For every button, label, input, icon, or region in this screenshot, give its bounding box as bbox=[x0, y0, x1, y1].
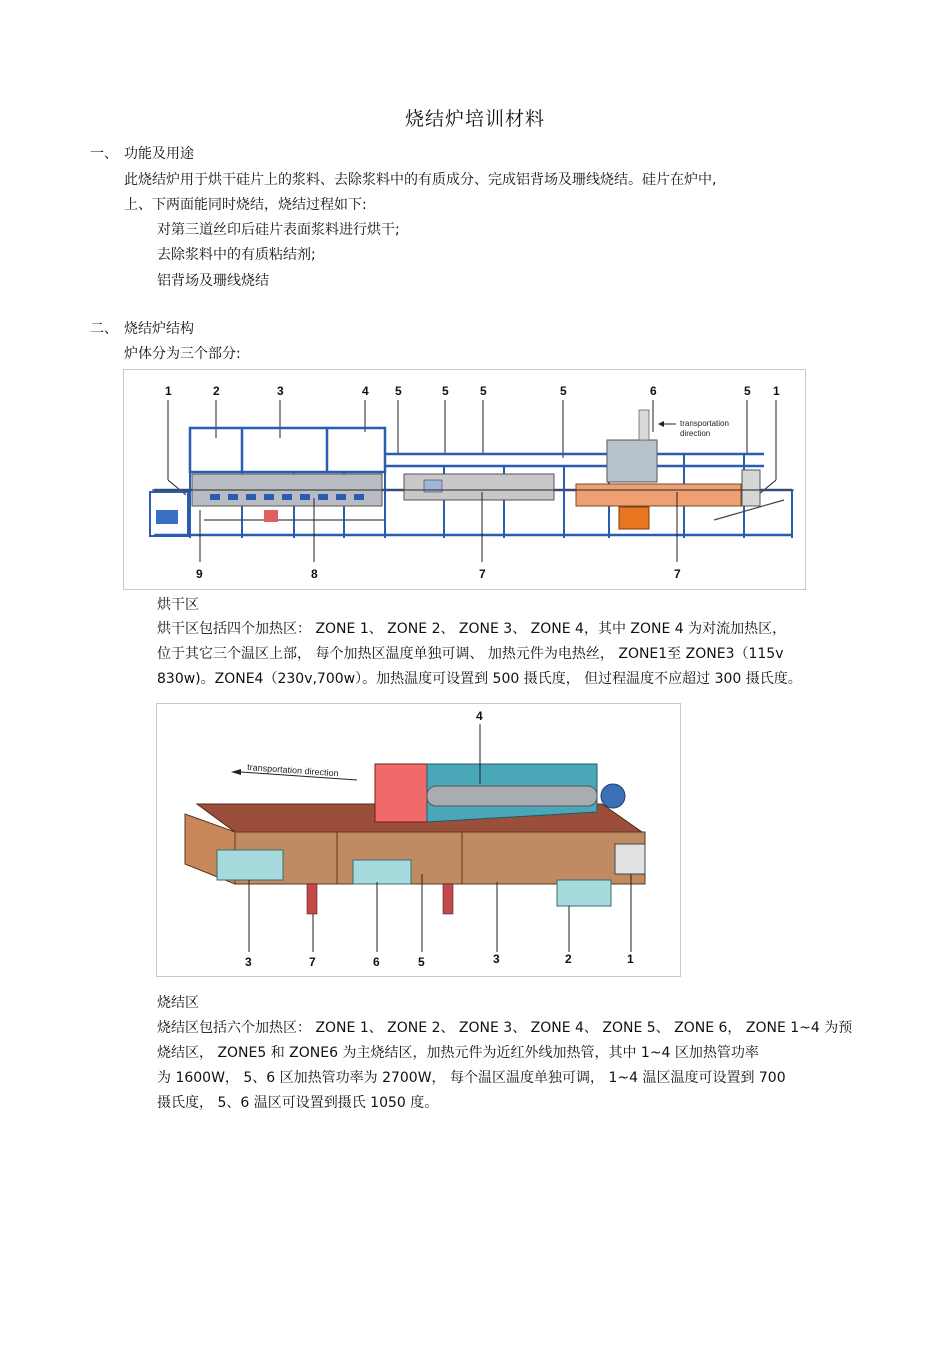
section-2-intro: 炉体分为三个部分: bbox=[124, 346, 241, 362]
callout-label: 5 bbox=[442, 384, 449, 398]
section-1-number: 一、 bbox=[90, 146, 118, 162]
process-step-3: 铝背场及珊线烧结 bbox=[157, 273, 269, 289]
page-title: 烧结炉培训材料 bbox=[404, 108, 545, 130]
transport-direction-label: transportation direction bbox=[246, 762, 339, 779]
process-step-2: 去除浆料中的有质粘结剂; bbox=[157, 247, 316, 263]
callout-label: 5 bbox=[395, 384, 402, 398]
sinter-paragraph-line-3: 为 1600W， 5、6 区加热管功率为 2700W， 每个温区温度单独可调， 1~4 温区温度可设置到 700 bbox=[157, 1070, 786, 1086]
callout-label: 5 bbox=[418, 955, 425, 969]
callout-label: 8 bbox=[311, 567, 318, 581]
callout-label: 1 bbox=[165, 384, 172, 398]
process-step-1: 对第三道丝印后硅片表面浆料进行烘干; bbox=[157, 222, 400, 238]
callout-label: 7 bbox=[674, 567, 681, 581]
callout-label: 3 bbox=[277, 384, 284, 398]
callout-label: 5 bbox=[560, 384, 567, 398]
section-2-number: 二、 bbox=[90, 321, 118, 337]
section-1-paragraph-line-2: 上、下两面能同时烧结，烧结过程如下: bbox=[124, 197, 367, 213]
dryer-zone-figure bbox=[156, 703, 681, 977]
callout-label: 5 bbox=[744, 384, 751, 398]
callout-label: 4 bbox=[362, 384, 369, 398]
callout-label: 7 bbox=[479, 567, 486, 581]
callout-label: 6 bbox=[373, 955, 380, 969]
callout-label: 7 bbox=[309, 955, 316, 969]
callout-label: 3 bbox=[493, 952, 500, 966]
callout-label: 3 bbox=[245, 955, 252, 969]
transport-direction-label: direction bbox=[680, 429, 711, 438]
callout-label: 4 bbox=[476, 709, 483, 723]
dryer-heading: 烘干区 bbox=[157, 597, 199, 613]
callout-label: 2 bbox=[565, 952, 572, 966]
callout-label: 6 bbox=[650, 384, 657, 398]
sinter-paragraph-line-2: 烧结区， ZONE5 和 ZONE6 为主烧结区，加热元件为近红外线加热管，其中 1~4 区加热管功率 bbox=[157, 1045, 759, 1061]
sinter-paragraph-line-1: 烧结区包括六个加热区： ZONE 1、 ZONE 2、 ZONE 3、 ZONE 4、 ZONE 5、 ZONE 6， ZONE 1~4 为预 bbox=[157, 1020, 853, 1036]
callout-label: 5 bbox=[480, 384, 487, 398]
dryer-paragraph-line-3: 830w)。ZONE4（230v,700w）。加热温度可设置到 500 摄氏度， 但过程温度不应超过 300 摄氏度。 bbox=[157, 671, 802, 687]
callout-label: 1 bbox=[627, 952, 634, 966]
furnace-overview-figure bbox=[123, 369, 806, 590]
dryer-paragraph-line-2: 位于其它三个温区上部， 每个加热区温度单独可调、 加热元件为电热丝， ZONE1至 ZONE3（115v bbox=[157, 646, 784, 662]
callout-label: 2 bbox=[213, 384, 220, 398]
dryer-paragraph-line-1: 烘干区包括四个加热区： ZONE 1、 ZONE 2、 ZONE 3、 ZONE 4，其中 ZONE 4 为对流加热区， bbox=[157, 621, 787, 637]
callout-label: 9 bbox=[196, 567, 203, 581]
section-2-heading: 烧结炉结构 bbox=[124, 321, 194, 337]
sinter-heading: 烧结区 bbox=[157, 995, 199, 1011]
sinter-paragraph-line-4: 摄氏度， 5、6 温区可设置到摄氏 1050 度。 bbox=[157, 1095, 439, 1111]
transport-direction-label: transportation bbox=[680, 419, 729, 428]
section-1-paragraph-line-1: 此烧结炉用于烘干硅片上的浆料、去除浆料中的有质成分、完成铝背场及珊线烧结。硅片在炉中, bbox=[124, 172, 717, 188]
section-1-heading: 功能及用途 bbox=[124, 146, 194, 162]
callout-label: 1 bbox=[773, 384, 780, 398]
